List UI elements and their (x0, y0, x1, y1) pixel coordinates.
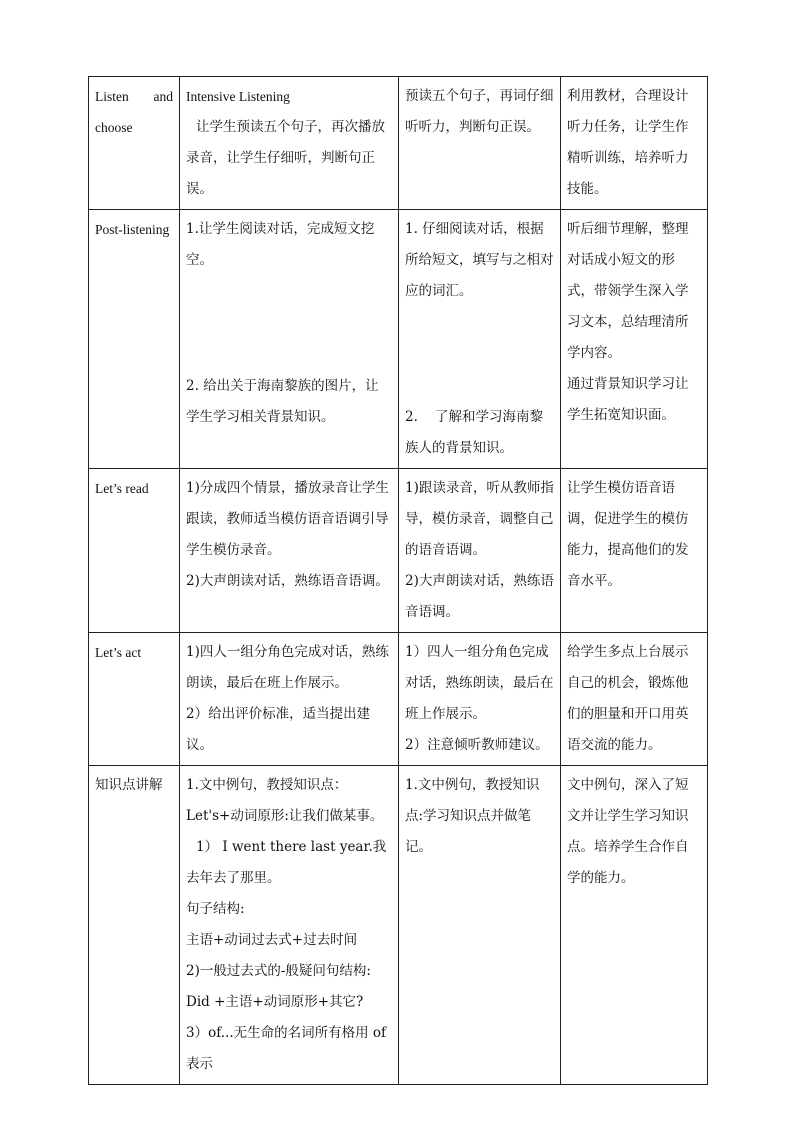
purpose-cell (561, 766, 708, 1085)
teacher-text: 2）给出评价标准，适当提出建议。 (186, 706, 371, 753)
teacher-text: 主语+动词过去式+过去时间 (186, 932, 358, 948)
purpose-text: 文中例句，深入了短文并让学生学习知识点。培养学生合作自学的能力。 (567, 777, 689, 886)
teacher-activity-cell (180, 633, 399, 766)
student-text: 2)大声朗读对话，熟练语音语调。 (405, 573, 554, 620)
purpose-cell (561, 469, 708, 633)
purpose-cell (561, 210, 708, 469)
stage-label: 知识点讲解 (95, 777, 163, 793)
purpose-text: 听后细节理解，整理对话成小短文的形式，带领学生深入学习文本，总结理清所学内容。 (567, 221, 689, 361)
teacher-text: 1.文中例句，教授知识点： (186, 777, 348, 793)
stage-cell (89, 469, 180, 633)
student-activity-cell (399, 633, 561, 766)
stage-label: Let’s read (95, 481, 149, 496)
student-text: 2）注意倾听教师建议。 (405, 737, 549, 753)
teacher-text: Did +主语+动词原形+其它? (186, 994, 364, 1010)
purpose-text: 通过背景知识学习让学生拓宽知识面。 (567, 376, 689, 423)
student-text: 1)跟读录音，听从教师指导，模仿录音，调整自己的语音语调。 (405, 480, 554, 558)
student-text: 预读五个句子，再词仔细听听力，判断句正误。 (405, 88, 554, 135)
lesson-plan-table (88, 76, 708, 1085)
stage-label-part: choose (95, 120, 133, 135)
student-activity-cell (399, 766, 561, 1085)
teacher-activity-cell (180, 469, 399, 633)
student-text: 1）四人一组分角色完成对话，熟练朗读，最后在班上作展示。 (405, 644, 554, 722)
student-text: 1.文中例句，教授知识点:学习知识点并做笔记。 (405, 777, 540, 855)
teacher-text: 2)一般过去式的-般疑问句结构: (186, 963, 371, 979)
teacher-text: 2. 给出关于海南黎族的图片，让学生学习相关背景知识。 (186, 378, 379, 425)
teacher-text: Intensive Listening (186, 89, 290, 104)
teacher-activity-cell (180, 210, 399, 469)
purpose-text: 让学生模仿语音语调，促进学生的模仿能力，提高他们的发音水平。 (567, 480, 689, 589)
table-row (89, 210, 708, 469)
teacher-activity-cell (180, 77, 399, 210)
table-row (89, 766, 708, 1085)
student-text: 2. 了解和学习海南黎族人的背景知识。 (405, 409, 544, 456)
teacher-text: 3）of...无生命的名词所有格用 of 表示 (186, 1025, 387, 1072)
student-activity-cell (399, 210, 561, 469)
teacher-text: 句子结构: (186, 901, 245, 917)
stage-cell (89, 77, 180, 210)
teacher-text: 让学生预读五个句子，再次播放录音，让学生仔细听，判断句正误。 (186, 119, 385, 197)
stage-cell (89, 633, 180, 766)
stage-cell (89, 210, 180, 469)
table-row (89, 77, 708, 210)
purpose-text: 利用教材，合理设计听力任务，让学生作精听训练，培养听力技能。 (567, 88, 689, 197)
stage-cell (89, 766, 180, 1085)
student-activity-cell (399, 77, 561, 210)
purpose-cell (561, 77, 708, 210)
teacher-text: 2)大声朗读对话，熟练语音语调。 (186, 573, 389, 589)
teacher-text: 1.让学生阅读对话，完成短文挖空。 (186, 221, 375, 268)
purpose-text: 给学生多点上台展示自己的机会，锻炼他们的胆量和开口用英语交流的能力。 (567, 644, 689, 753)
stage-label: Post-listening (95, 222, 170, 237)
teacher-text: 1)四人一组分角色完成对话，熟练朗读，最后在班上作展示。 (186, 644, 389, 691)
stage-label-part: Listen (95, 89, 129, 104)
stage-label-part: and (153, 89, 173, 104)
teacher-text: Let's+动词原形:让我们做某事。 (186, 808, 384, 824)
stage-label: Let’s act (95, 645, 142, 660)
teacher-activity-cell (180, 766, 399, 1085)
purpose-cell (561, 633, 708, 766)
table-row (89, 633, 708, 766)
student-text: 1. 仔细阅读对话，根据所给短文，填写与之相对应的词汇。 (405, 221, 554, 299)
teacher-text: 1） I went there last year.我去年去了那里。 (186, 839, 387, 886)
table-row (89, 469, 708, 633)
student-activity-cell (399, 469, 561, 633)
teacher-text: 1)分成四个情景，播放录音让学生跟读，教师适当模仿语音语调引导学生模仿录音。 (186, 480, 389, 558)
